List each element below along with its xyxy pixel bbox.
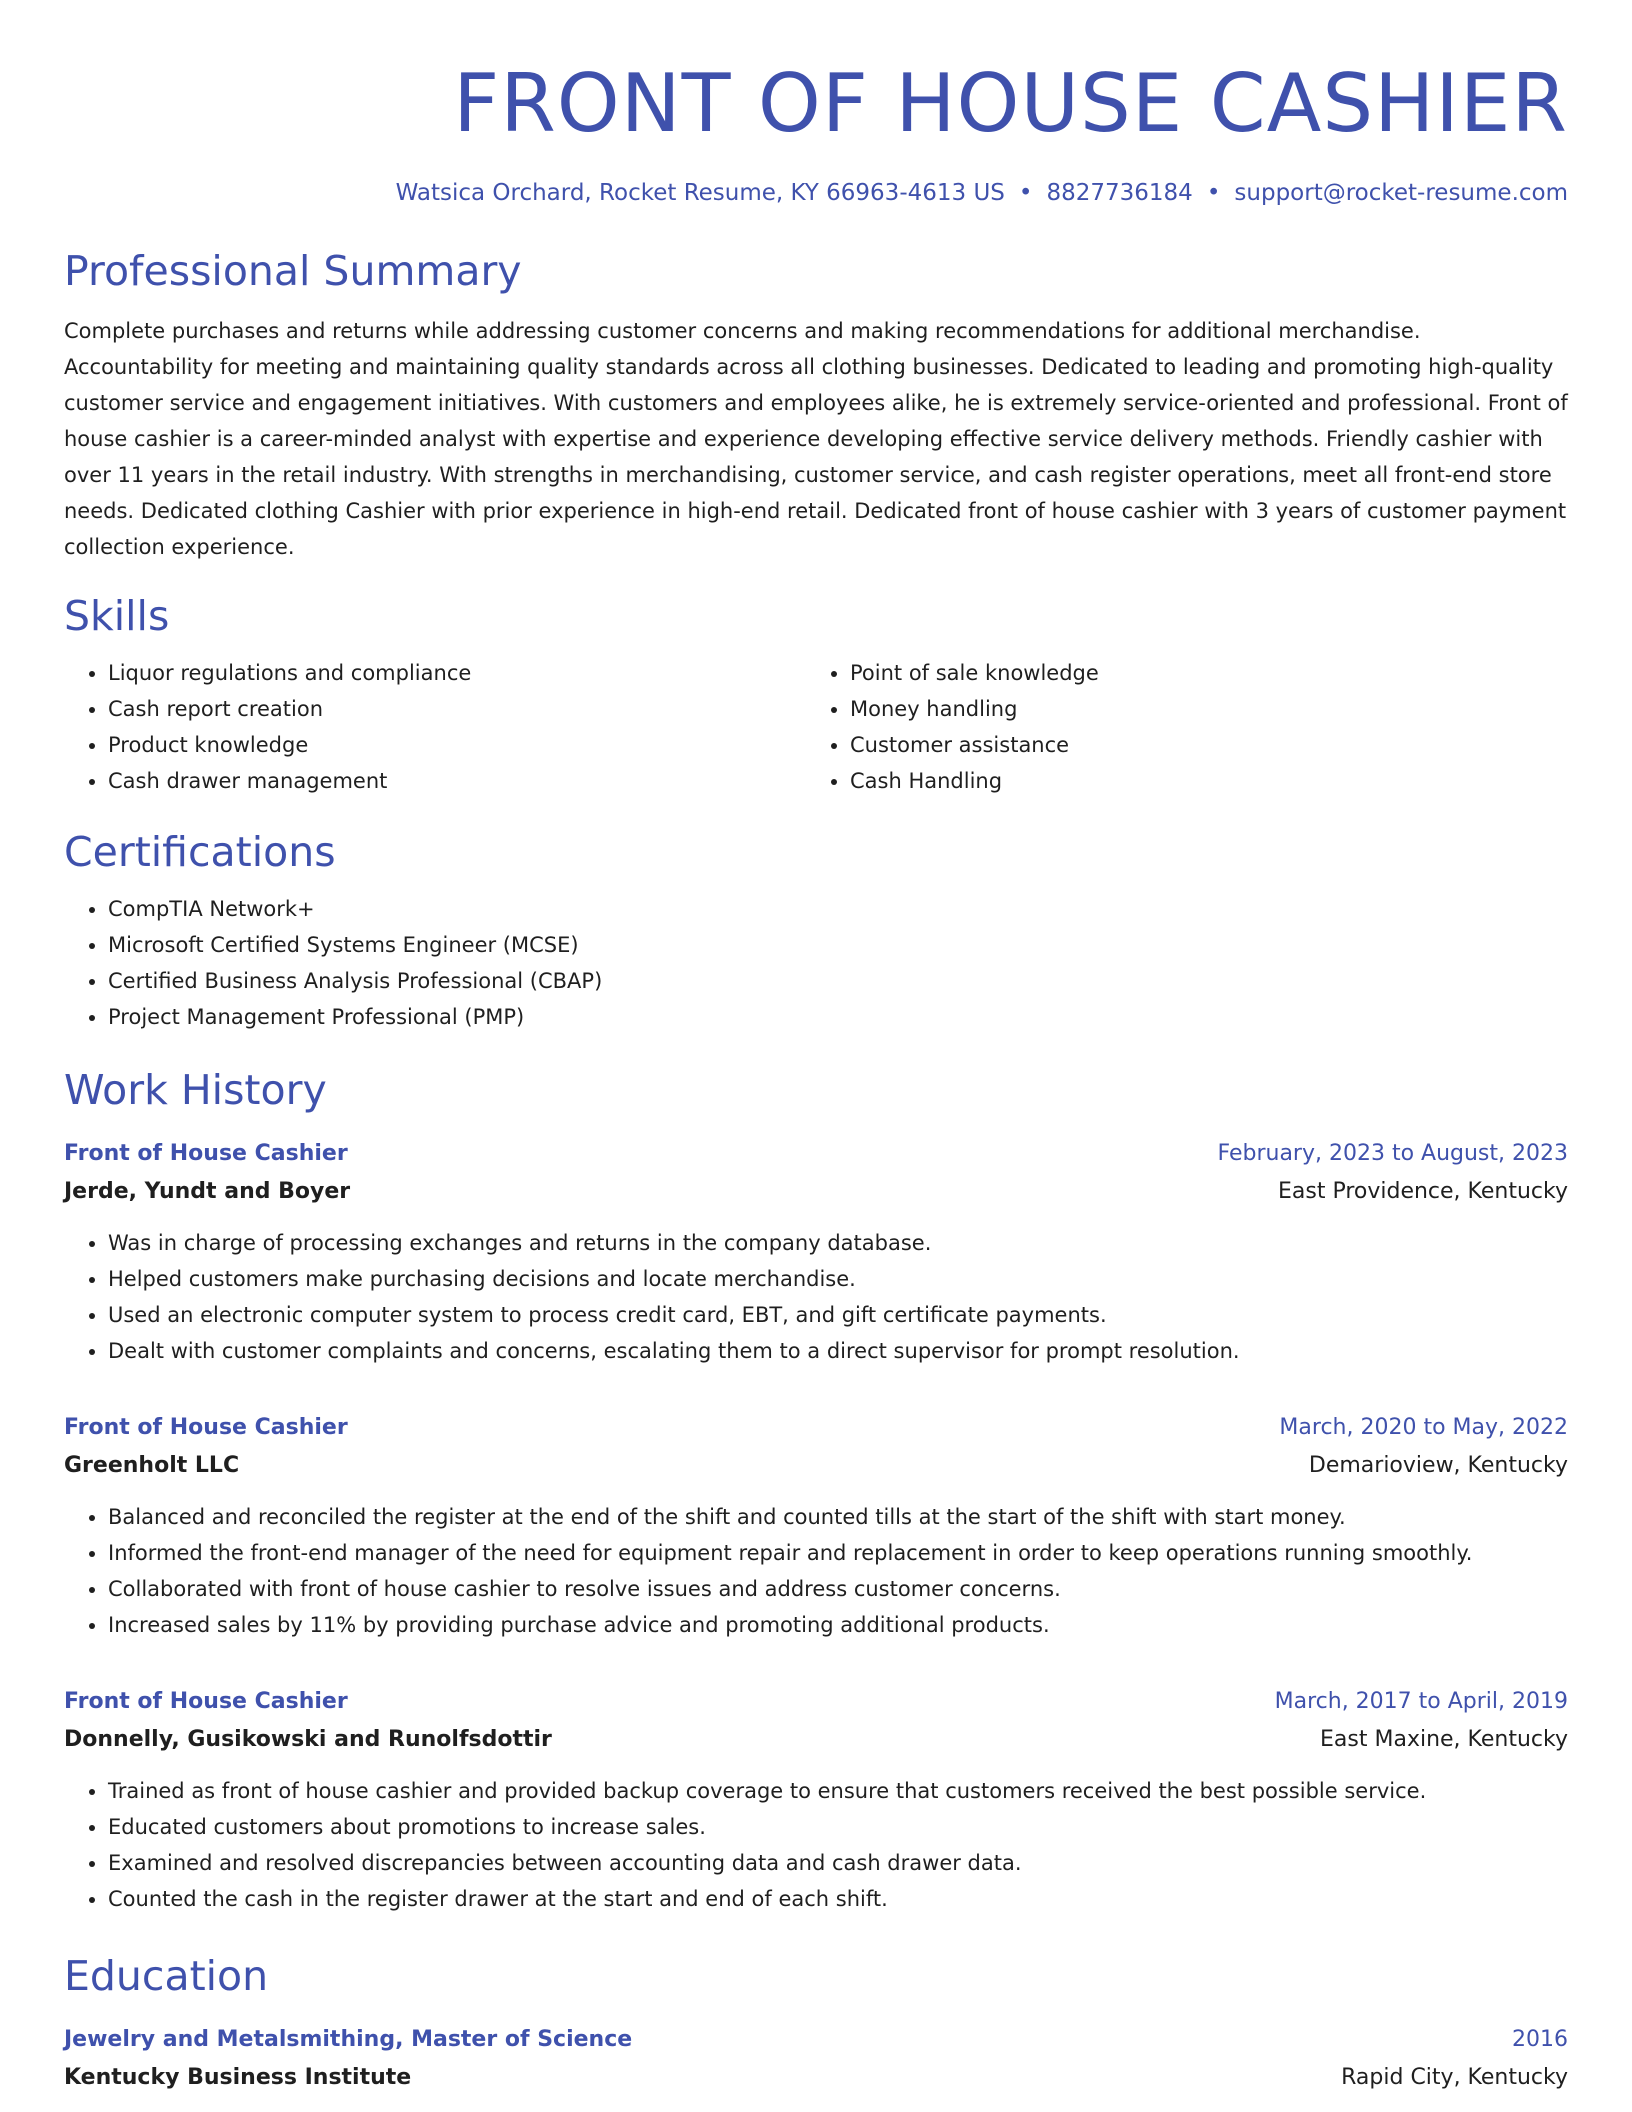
summary-heading: Professional Summary xyxy=(64,247,522,295)
job-company-row xyxy=(64,1447,1568,1485)
summary-text: Complete purchases and returns while addressing customer concerns and making recommendations for additional merchandise. Accountability for meeting and maintaining quality standards across all clothing businesses. Dedicated to leading and promoting high-quality customer service and engagement initiatives. With customers and employees alike, he is extremely service-oriented and professional. Front of house cashier is a career-minded analyst with expertise and experience developing effective service delivery methods. Friendly cashier with over 11 years in the retail industry. With strengths in merchandising, customer service, and cash register operations, meet all front-end store needs. Dedicated clothing Cashier with prior experience in high-end retail. Dedicated front of house cashier with 3 years of customer payment collection experience. xyxy=(64,319,1568,559)
skill-item: • Liquor regulations and compliance xyxy=(108,655,806,691)
certification-item: • Microsoft Certified Systems Engineer (MCSE) xyxy=(108,927,1568,963)
job-header-row xyxy=(64,1409,1568,1447)
contact-line xyxy=(64,178,1568,208)
job-bullets xyxy=(64,1773,1568,1917)
job-bullet: • Informed the front-end manager of the need for equipment repair and replacement in order to keep operations running smoothly. xyxy=(108,1535,1568,1571)
job-bullet: • Helped customers make purchasing decisions and locate merchandise. xyxy=(108,1261,1568,1297)
work-history-heading: Work History xyxy=(64,1066,327,1114)
job-bullet: • Dealt with customer complaints and concerns, escalating them to a direct supervisor for prompt resolution. xyxy=(108,1333,1568,1369)
certifications-list xyxy=(64,891,1568,1035)
job-bullet: • Collaborated with front of house cashier to resolve issues and address customer concerns. xyxy=(108,1571,1568,1607)
contact-email: support@rocket-resume.com xyxy=(1234,180,1568,206)
contact-separator: • xyxy=(1206,180,1221,206)
job-company-row xyxy=(64,1173,1568,1211)
job-dates: March, 2017 to April, 2019 xyxy=(1274,1689,1568,1714)
job-bullet: • Increased sales by 11% by providing purchase advice and promoting additional products. xyxy=(108,1607,1568,1643)
education-degree: Jewelry and Metalsmithing, Master of Science xyxy=(64,2027,633,2052)
job-bullet: • Educated customers about promotions to increase sales. xyxy=(108,1809,1568,1845)
job-entry xyxy=(64,1135,1568,1369)
certification-item: • Project Management Professional (PMP) xyxy=(108,999,1568,1035)
education-header-row xyxy=(64,2021,1568,2059)
job-title: Front of House Cashier xyxy=(64,1141,348,1166)
job-location: Demarioview, Kentucky xyxy=(1308,1453,1568,1478)
education-entry xyxy=(64,2021,1568,2097)
job-title: Front of House Cashier xyxy=(64,1689,348,1714)
job-bullet: • Trained as front of house cashier and provided backup coverage to ensure that customers received the best possible service. xyxy=(108,1773,1568,1809)
education-heading: Education xyxy=(64,1952,269,2000)
education-school-row xyxy=(64,2059,1568,2097)
skill-item: • Product knowledge xyxy=(108,727,806,763)
job-entry xyxy=(64,1683,1568,1917)
job-bullet: • Examined and resolved discrepancies between accounting data and cash drawer data. xyxy=(108,1845,1568,1881)
skills-column-left xyxy=(64,655,806,799)
job-location: East Maxine, Kentucky xyxy=(1320,1727,1568,1752)
education-location: Rapid City, Kentucky xyxy=(1341,2065,1568,2090)
job-bullet: • Counted the cash in the register drawer at the start and end of each shift. xyxy=(108,1881,1568,1917)
contact-phone: 8827736184 xyxy=(1046,180,1193,206)
job-location: East Providence, Kentucky xyxy=(1277,1179,1568,1204)
certification-item: • CompTIA Network+ xyxy=(108,891,1568,927)
education-year: 2016 xyxy=(1512,2027,1568,2052)
job-company: Jerde, Yundt and Boyer xyxy=(64,1179,351,1204)
job-bullet: • Used an electronic computer system to process credit card, EBT, and gift certificate payments. xyxy=(108,1297,1568,1333)
skills-list-left xyxy=(64,655,806,799)
job-dates: March, 2020 to May, 2022 xyxy=(1279,1415,1568,1440)
job-header-row xyxy=(64,1135,1568,1173)
skills-heading: Skills xyxy=(64,592,170,640)
skill-item: • Money handling xyxy=(850,691,1548,727)
job-bullet: • Balanced and reconciled the register at the end of the shift and counted tills at the start of the shift with start money. xyxy=(108,1499,1568,1535)
certification-item: • Certified Business Analysis Professional (CBAP) xyxy=(108,963,1568,999)
job-company: Greenholt LLC xyxy=(64,1453,240,1478)
skill-item: • Cash report creation xyxy=(108,691,806,727)
skill-item: • Cash drawer management xyxy=(108,763,806,799)
skills-list-right xyxy=(806,655,1548,799)
job-title: Front of House Cashier xyxy=(64,1415,348,1440)
job-company-row xyxy=(64,1721,1568,1759)
contact-separator: • xyxy=(1018,180,1033,206)
skill-item: • Customer assistance xyxy=(850,727,1548,763)
resume-name: FRONT OF HOUSE CASHIER xyxy=(453,57,1568,150)
job-bullets xyxy=(64,1225,1568,1369)
education-school: Kentucky Business Institute xyxy=(64,2065,412,2090)
certifications-heading: Certifications xyxy=(64,828,336,876)
skill-item: • Point of sale knowledge xyxy=(850,655,1548,691)
skills-grid xyxy=(64,655,1568,799)
job-bullets xyxy=(64,1499,1568,1643)
skill-item: • Cash Handling xyxy=(850,763,1548,799)
job-bullet: • Was in charge of processing exchanges and returns in the company database. xyxy=(108,1225,1568,1261)
contact-address: Watsica Orchard, Rocket Resume, KY 66963-4613 US xyxy=(395,180,1005,206)
job-entry xyxy=(64,1409,1568,1643)
job-header-row xyxy=(64,1683,1568,1721)
job-company: Donnelly, Gusikowski and Runolfsdottir xyxy=(64,1727,552,1752)
resume-page xyxy=(64,0,1568,2097)
job-dates: February, 2023 to August, 2023 xyxy=(1217,1141,1568,1166)
skills-column-right xyxy=(806,655,1548,799)
